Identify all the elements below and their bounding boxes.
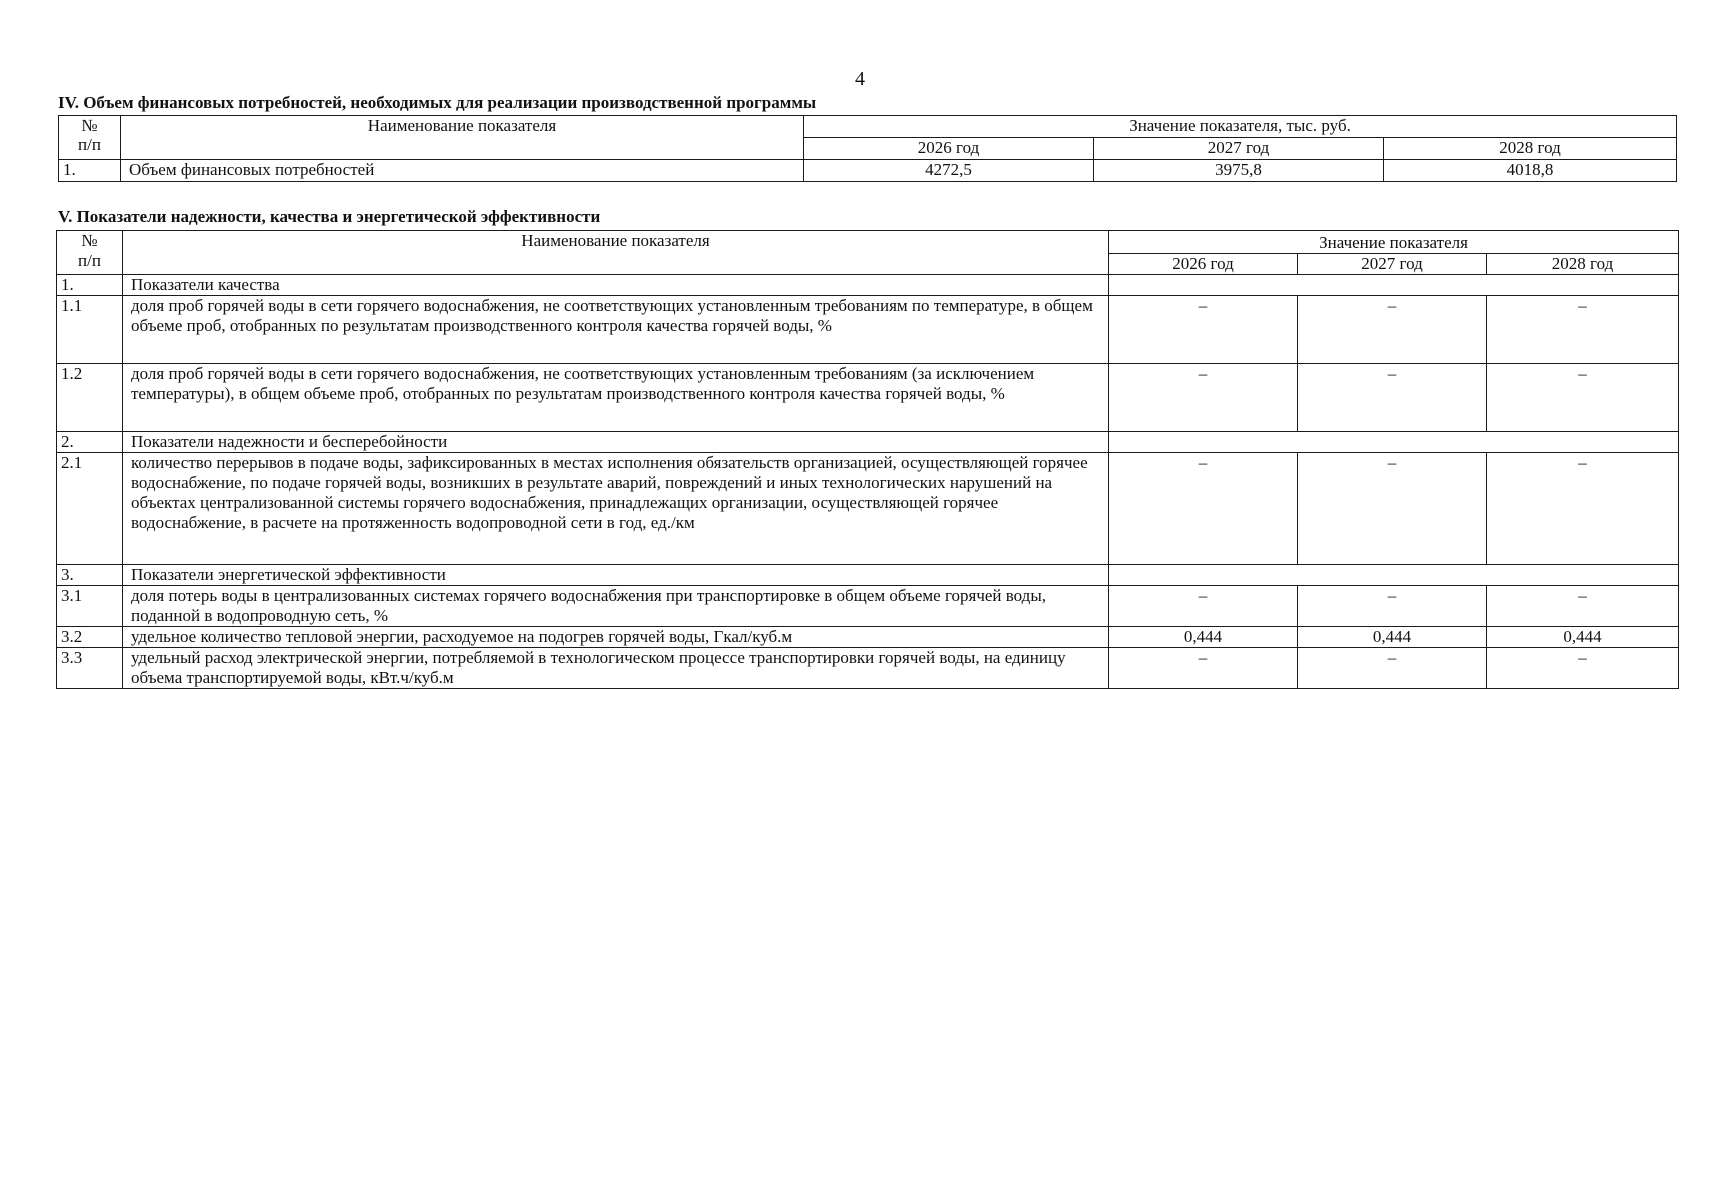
indicator-name: количество перерывов в подаче воды, зафиксированных в местах исполнения обязательств организацией, осуществляющей горячее водоснабжение, по подаче горячей воды, возникших в результате аварий, повреждений и иных технологических нарушений на объектах централизованной системы горячего водоснабжения, принадлежащих организации, осуществляющей горячее водоснабжение, в расчете на протяженность водопроводной сети в год, ед./км	[123, 453, 1109, 565]
table-row	[57, 364, 1679, 432]
column-header-year: 2026 год	[1109, 254, 1298, 275]
row-number: 1.2	[57, 364, 123, 432]
header-row	[59, 116, 1677, 138]
value-cell: –	[1298, 453, 1487, 565]
row-number: 1.1	[57, 296, 123, 364]
financial-needs-table	[58, 115, 1677, 182]
row-number: 3.	[57, 565, 123, 586]
table-row	[57, 627, 1679, 648]
indicator-name: удельное количество тепловой энергии, расходуемое на подогрев горячей воды, Гкал/куб.м	[123, 627, 1109, 648]
value-cell: –	[1487, 453, 1679, 565]
indicator-name: Объем финансовых потребностей	[121, 160, 804, 182]
value-cell: 4018,8	[1384, 160, 1677, 182]
table-row	[57, 296, 1679, 364]
column-header-num: № п/п	[57, 231, 123, 275]
empty-cell	[1109, 565, 1679, 586]
value-cell: –	[1109, 364, 1298, 432]
section-4-title: IV. Объем финансовых потребностей, необходимых для реализации производственной программы	[58, 93, 817, 112]
column-header-year: 2026 год	[804, 138, 1094, 160]
row-number: 3.2	[57, 627, 123, 648]
value-cell: –	[1109, 648, 1298, 689]
empty-cell	[1109, 432, 1679, 453]
indicator-name: доля проб горячей воды в сети горячего водоснабжения, не соответствующих установленным требованиям по температуре, в общем объеме проб, отобранных по результатам производственного контроля качества горячей воды, %	[123, 296, 1109, 364]
row-number: 3.3	[57, 648, 123, 689]
indicator-name: удельный расход электрической энергии, потребляемой в технологическом процессе транспортировки горячей воды, на единицу объема транспортируемой воды, кВт.ч/куб.м	[123, 648, 1109, 689]
group-row	[57, 432, 1679, 453]
value-cell: 4272,5	[804, 160, 1094, 182]
value-cell: –	[1109, 296, 1298, 364]
column-header-year: 2028 год	[1487, 254, 1679, 275]
group-name: Показатели качества	[123, 275, 1109, 296]
empty-cell	[1109, 275, 1679, 296]
group-name: Показатели надежности и бесперебойности	[123, 432, 1109, 453]
value-cell: –	[1298, 364, 1487, 432]
column-header-value-group: Значение показателя	[1109, 231, 1679, 254]
value-cell: 3975,8	[1094, 160, 1384, 182]
group-name: Показатели энергетической эффективности	[123, 565, 1109, 586]
table-row	[57, 648, 1679, 689]
value-cell: 0,444	[1109, 627, 1298, 648]
row-number: 2.1	[57, 453, 123, 565]
indicator-name: доля проб горячей воды в сети горячего водоснабжения, не соответствующих установленным требованиям (за исключением температуры), в общем объеме проб, отобранных по результатам производственного контроля качества горячей воды, %	[123, 364, 1109, 432]
row-number: 1.	[59, 160, 121, 182]
value-cell: –	[1298, 586, 1487, 627]
column-header-year: 2028 год	[1384, 138, 1677, 160]
value-cell: 0,444	[1487, 627, 1679, 648]
value-cell: –	[1487, 648, 1679, 689]
header-row	[57, 231, 1679, 254]
value-cell: –	[1298, 296, 1487, 364]
row-number: 1.	[57, 275, 123, 296]
column-header-name: Наименование показателя	[123, 231, 1109, 275]
column-header-name: Наименование показателя	[121, 116, 804, 160]
value-cell: –	[1487, 296, 1679, 364]
table-row	[57, 453, 1679, 565]
value-cell: –	[1109, 586, 1298, 627]
section-5-title: V. Показатели надежности, качества и энергетической эффективности	[58, 207, 601, 226]
row-number: 2.	[57, 432, 123, 453]
row-number: 3.1	[57, 586, 123, 627]
table-row	[59, 160, 1677, 182]
column-header-value-group: Значение показателя, тыс. руб.	[804, 116, 1677, 138]
value-cell: –	[1487, 586, 1679, 627]
column-header-year: 2027 год	[1298, 254, 1487, 275]
value-cell: –	[1487, 364, 1679, 432]
column-header-year: 2027 год	[1094, 138, 1384, 160]
indicators-table	[56, 230, 1679, 689]
group-row	[57, 565, 1679, 586]
indicator-name: доля потерь воды в централизованных системах горячего водоснабжения при транспортировке в общем объеме горячей воды, поданной в водопроводную сеть, %	[123, 586, 1109, 627]
column-header-num: № п/п	[59, 116, 121, 160]
table-row	[57, 586, 1679, 627]
value-cell: –	[1298, 648, 1487, 689]
page-number: 4	[855, 68, 865, 90]
value-cell: –	[1109, 453, 1298, 565]
group-row	[57, 275, 1679, 296]
value-cell: 0,444	[1298, 627, 1487, 648]
